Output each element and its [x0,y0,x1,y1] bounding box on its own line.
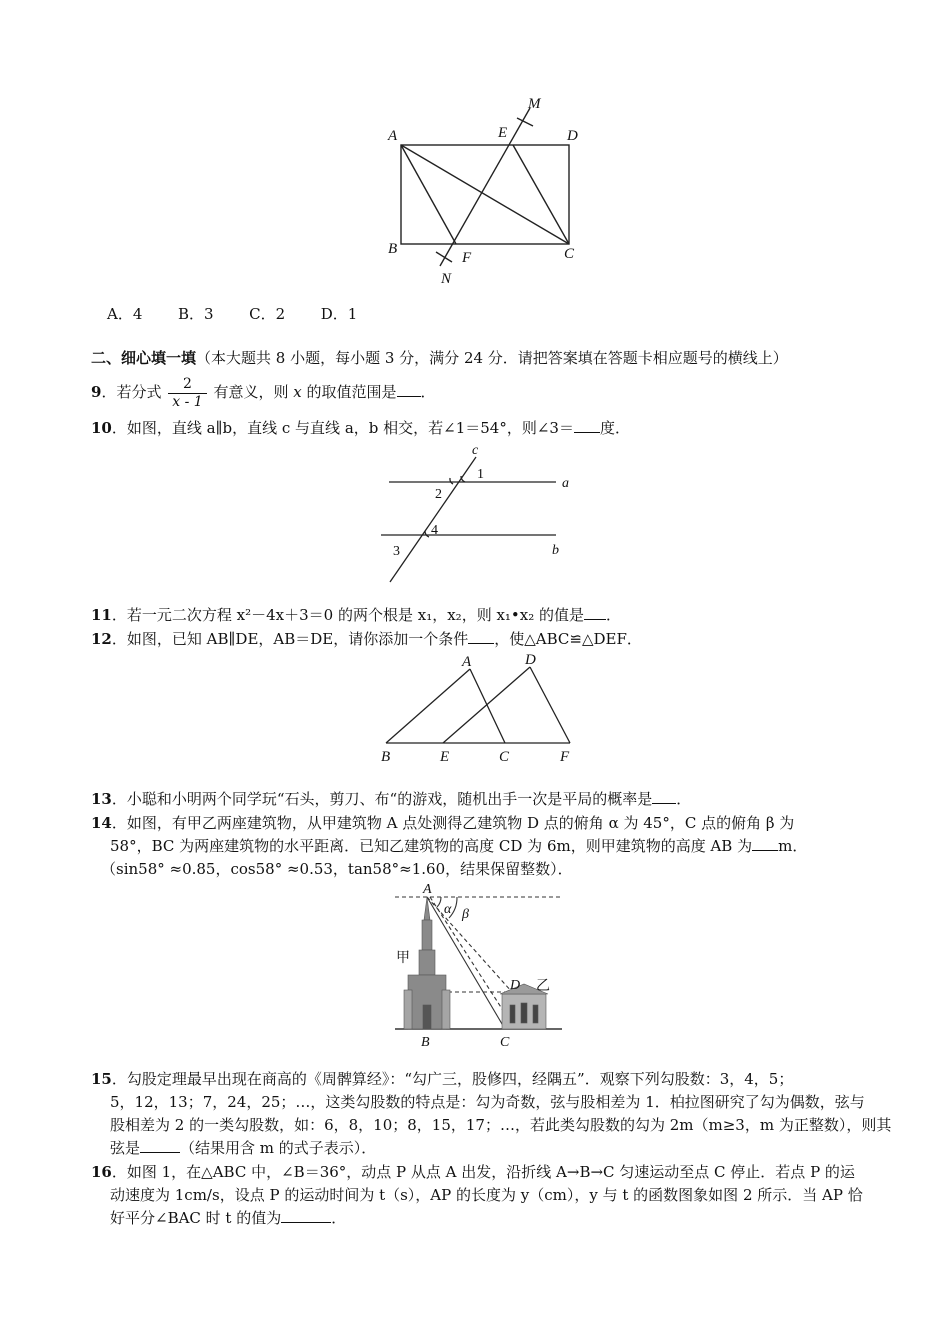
label-d: D [525,652,536,668]
q9-number: 9 [91,383,102,401]
label-a: A [388,128,398,144]
q14-text-1: ．如图，有甲乙两座建筑物，从甲建筑物 A 点处测得乙建筑物 D 点的俯角 α 为 45°，C 点的俯角 β 为 [111,814,795,832]
question-10 [91,418,630,438]
question-13 [91,789,691,809]
q15-text-4-pre: 弦是 [110,1139,141,1157]
question-15-line-4 [110,1138,376,1158]
angle-mark-2 [450,478,453,484]
question-16-line-2 [110,1185,863,1205]
q14-text-2: 58°，BC 为两座建筑物的水平距离．已知乙建筑物的高度 CD 为 6m，则甲建筑物的高度 AB 为 [110,837,753,855]
label-n: N [441,271,452,287]
q12-text: ．如图，已知 AB∥DE，AB＝DE，请你添加一个条件 [111,630,469,648]
label-c: C [500,1035,510,1050]
perpendicular-bisector-mn [440,108,530,266]
q14-figure [390,880,570,1050]
question-14-line-2 [110,836,807,856]
q8-options [107,303,357,324]
angle-mark-4 [425,531,429,537]
arc-mark-m [517,118,533,126]
q11-end: ． [606,606,622,624]
label-e: E [440,749,450,765]
q10-end: 度． [599,419,630,437]
label-f: F [560,749,570,765]
option-d: D．1 [320,305,358,323]
label-d: D [510,978,521,993]
segment-df [530,667,570,743]
section-title: 二、细心填一填 [91,349,197,367]
question-9 [91,372,436,412]
q13-text: ．小聪和小明两个同学玩“石头，剪刀、布“的游戏，随机出手一次是平局的概率是 [111,790,653,808]
q9-fraction [168,376,206,411]
label-angle-1: 1 [477,467,484,482]
q9-text-pre: ．若分式 [101,383,162,401]
q10-text: ．如图，直线 a∥b，直线 c 与直线 a，b 相交，若∠1＝54°，则∠3＝ [111,419,574,437]
q14-text-2-end: m． [778,837,808,855]
label-a: A [462,654,472,670]
q16-text-3-pre: 好平分∠BAC 时 t 的值为 [110,1209,282,1227]
q14-number: 14 [91,814,112,832]
q11-number: 11 [91,606,112,624]
label-f: F [462,250,472,266]
segment-ec [513,145,569,244]
label-angle-2: 2 [435,487,442,502]
q9-text-mid: 有意义，则 [213,383,289,401]
question-11 [91,605,621,625]
q12-answer-blank[interactable] [468,629,494,644]
q15-text-1: ．勾股定理最早出现在商高的《周髀算经》：“勾广三，股修四，经隅五”．观察下列勾股数：3，4，5； [111,1070,794,1088]
label-a: A [423,882,432,897]
option-b: B．3 [177,305,214,323]
question-15-line-3 [110,1115,891,1135]
label-c-line: c [472,443,479,458]
question-14-line-3 [101,859,573,879]
segment-ac [470,669,505,743]
q13-end: ． [676,790,692,808]
q9-var: x [293,383,302,401]
q10-figure [380,440,580,585]
question-14-line-1 [91,813,794,833]
q9-text-post: 的取值范围是 [306,383,397,401]
label-angle-4: 4 [431,523,438,538]
angle-alpha-arc [437,897,441,907]
question-15-line-1 [91,1069,793,1089]
label-angle-3: 3 [393,544,400,559]
q13-number: 13 [91,790,112,808]
q14-text-3: （sin58° ≈0.85，cos58° ≈0.53，tan58°≈1.60，结果保留整数）． [101,860,573,878]
question-16-line-3 [110,1208,346,1228]
label-m: M [528,96,541,112]
question-12 [91,629,642,649]
q10-answer-blank[interactable] [574,418,600,433]
label-d: D [567,128,578,144]
label-alpha: α [444,902,452,917]
q15-text-3: 股相差为 2 的一类勾股数，如：6，8，10；8，15，17；…，若此类勾股数的勾为 2m（m≥3，m 为正整数），则其 [110,1116,892,1134]
segment-ab [386,669,470,743]
q16-answer-blank[interactable] [281,1208,331,1223]
question-16-line-1 [91,1162,855,1182]
label-b-line: b [552,543,559,558]
option-a: A．4 [107,305,143,323]
q15-text-4-post: （结果用含 m 的式子表示）． [180,1139,377,1157]
section-heading [91,348,788,368]
q12-figure [375,648,580,768]
label-b: B [421,1035,430,1050]
question-15-line-2 [110,1092,865,1112]
label-yi: 乙 [536,979,550,994]
q12-end: ，使△ABC≌△DEF． [494,630,642,648]
q9-answer-blank[interactable] [397,382,421,397]
label-c: C [564,246,575,262]
label-b: B [381,749,391,765]
section-description: （本大题共 8 小题，每小题 3 分，满分 24 分．请把答案填在答题卡相应题号的横线上） [196,349,788,367]
label-c: C [499,749,510,765]
q15-answer-blank[interactable] [140,1138,180,1153]
q9-frac-num: 2 [168,376,206,394]
q9-frac-den: x - 1 [172,393,203,410]
label-b: B [388,241,398,257]
q12-number: 12 [91,630,112,648]
option-c: C．2 [249,305,286,323]
q11-text: ．若一元二次方程 x²－4x＋3＝0 的两个根是 x₁，x₂，则 x₁•x₂ 的值是 [111,606,585,624]
q13-answer-blank[interactable] [652,789,676,804]
segment-ed [443,667,530,743]
label-a-line: a [562,476,569,491]
q10-number: 10 [91,419,112,437]
q11-answer-blank[interactable] [584,605,606,620]
diagonal-ac [401,145,569,244]
q16-text-1: ．如图 1，在△ABC 中，∠B＝36°，动点 P 从点 A 出发，沿折线 A→B→C 匀速运动至点 C 停止．若点 P 的运 [111,1163,855,1181]
label-beta: β [462,907,469,922]
q16-number: 16 [91,1163,112,1181]
label-jia: 甲 [396,951,410,966]
q9-end: ． [420,383,436,401]
q14-answer-blank[interactable] [752,836,778,851]
line-c [390,457,476,582]
q15-number: 15 [91,1070,112,1088]
q15-text-2: 5，12，13；7，24，25；…，这类勾股数的特点是：勾为奇数，弦与股相差为 1．柏拉图研究了勾为偶数，弦与 [110,1093,865,1111]
arc-mark-n [436,252,452,262]
segment-af [401,145,456,244]
label-e: E [498,125,508,141]
q16-text-3-end: ． [331,1209,347,1227]
q8-figure [380,92,590,292]
q16-text-2: 动速度为 1cm/s，设点 P 的运动时间为 t（s），AP 的长度为 y（cm），y 与 t 的函数图象如图 2 所示．当 AP 恰 [110,1186,863,1204]
